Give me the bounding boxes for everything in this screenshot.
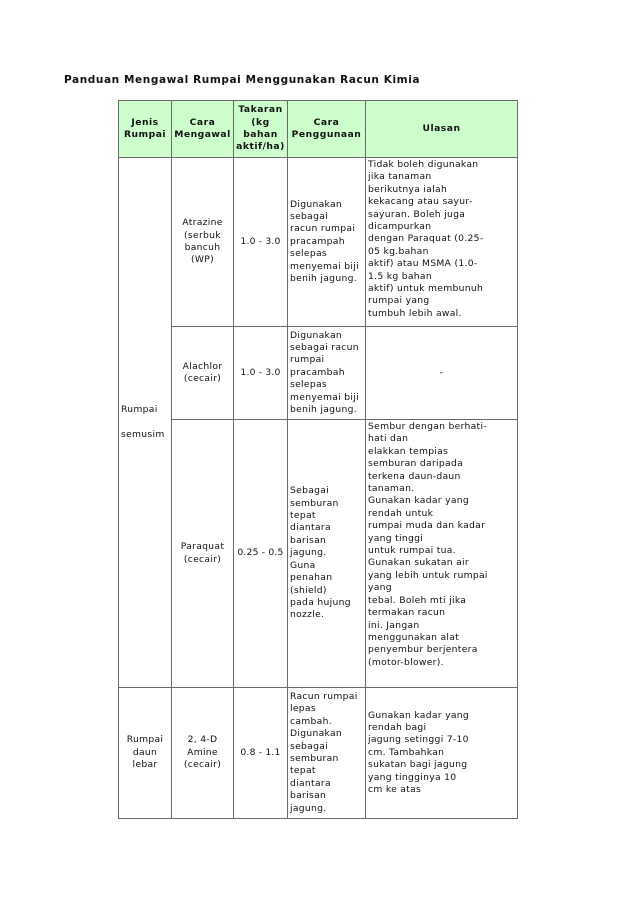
weed-type-cell bbox=[119, 688, 172, 819]
weed-type-broadleaf: Rumpai daun lebar bbox=[126, 734, 164, 771]
rate-cell: 0.8 - 1.1 bbox=[234, 688, 288, 819]
remarks-cell: Gunakan kadar yang rendah bagi jagung setinggi 7-10 cm. Tambahkan sukatan bagi jagung yang tingginya 10 cm ke atas bbox=[366, 688, 518, 819]
usage-cell: Racun rumpai lepas cambah. Digunakan sebagai semburan tepat diantara barisan jagung. bbox=[288, 688, 366, 819]
control-method-cell: Alachlor (cecair) bbox=[172, 327, 234, 420]
control-method-cell: Paraquat (cecair) bbox=[172, 420, 234, 688]
header-remarks: Ulasan bbox=[366, 101, 518, 158]
table-row bbox=[119, 688, 518, 819]
table-row bbox=[119, 327, 518, 420]
usage-cell: Digunakan sebagai racun rumpai pracambah selepas menyemai biji benih jagung. bbox=[288, 327, 366, 420]
rate-cell: 1.0 - 3.0 bbox=[234, 158, 288, 327]
weed-type-annual: Rumpai semusim bbox=[121, 403, 165, 440]
header-weed-type: Jenis Rumpai bbox=[119, 101, 172, 158]
remarks-cell: Sembur dengan berhati- hati dan elakkan tempias semburan daripada terkena daun-daun tanaman. Gunakan kadar yang rendah untuk rumpai muda dan kadar yang tinggi untuk rumpai tua. Gunakan sukatan air yang lebih untuk rumpai yang tebal. Boleh mti jika termakan racun ini. Jangan menggunakan alat penyembur berjentera (motor-blower). bbox=[366, 420, 518, 688]
remarks-cell: - bbox=[366, 327, 518, 420]
header-row bbox=[119, 101, 518, 158]
document-title: Panduan Mengawal Rumpai Menggunakan Racun Kimia bbox=[64, 74, 421, 86]
table-row bbox=[119, 158, 518, 327]
header-rate: Takaran (kg bahan aktif/ha) bbox=[234, 101, 288, 158]
rate-cell: 1.0 - 3.0 bbox=[234, 327, 288, 420]
usage-cell: Sebagai semburan tepat diantara barisan jagung. Guna penahan (shield) pada hujung nozzle. bbox=[288, 420, 366, 688]
weed-type-cell bbox=[119, 158, 172, 688]
remarks-cell: Tidak boleh digunakan jika tanaman berikutnya ialah kekacang atau sayur- sayuran. Boleh juga dicampurkan dengan Paraquat (0.25- 05 kg.bahan aktif) atau MSMA (1.0- 1.5 kg bahan aktif) untuk membunuh rumpai yang tumbuh lebih awal. bbox=[366, 158, 518, 327]
control-method-cell: Atrazine (serbuk bancuh (WP) bbox=[172, 158, 234, 327]
rate-cell: 0.25 - 0.5 bbox=[234, 420, 288, 688]
header-usage: Cara Penggunaan bbox=[288, 101, 366, 158]
herbicide-guide-table bbox=[118, 100, 518, 819]
usage-cell: Digunakan sebagai racun rumpai pracampah selepas menyemai biji benih jagung. bbox=[288, 158, 366, 327]
table-row bbox=[119, 420, 518, 688]
control-method-cell: 2, 4-D Amine (cecair) bbox=[172, 688, 234, 819]
header-control-method: Cara Mengawal bbox=[172, 101, 234, 158]
